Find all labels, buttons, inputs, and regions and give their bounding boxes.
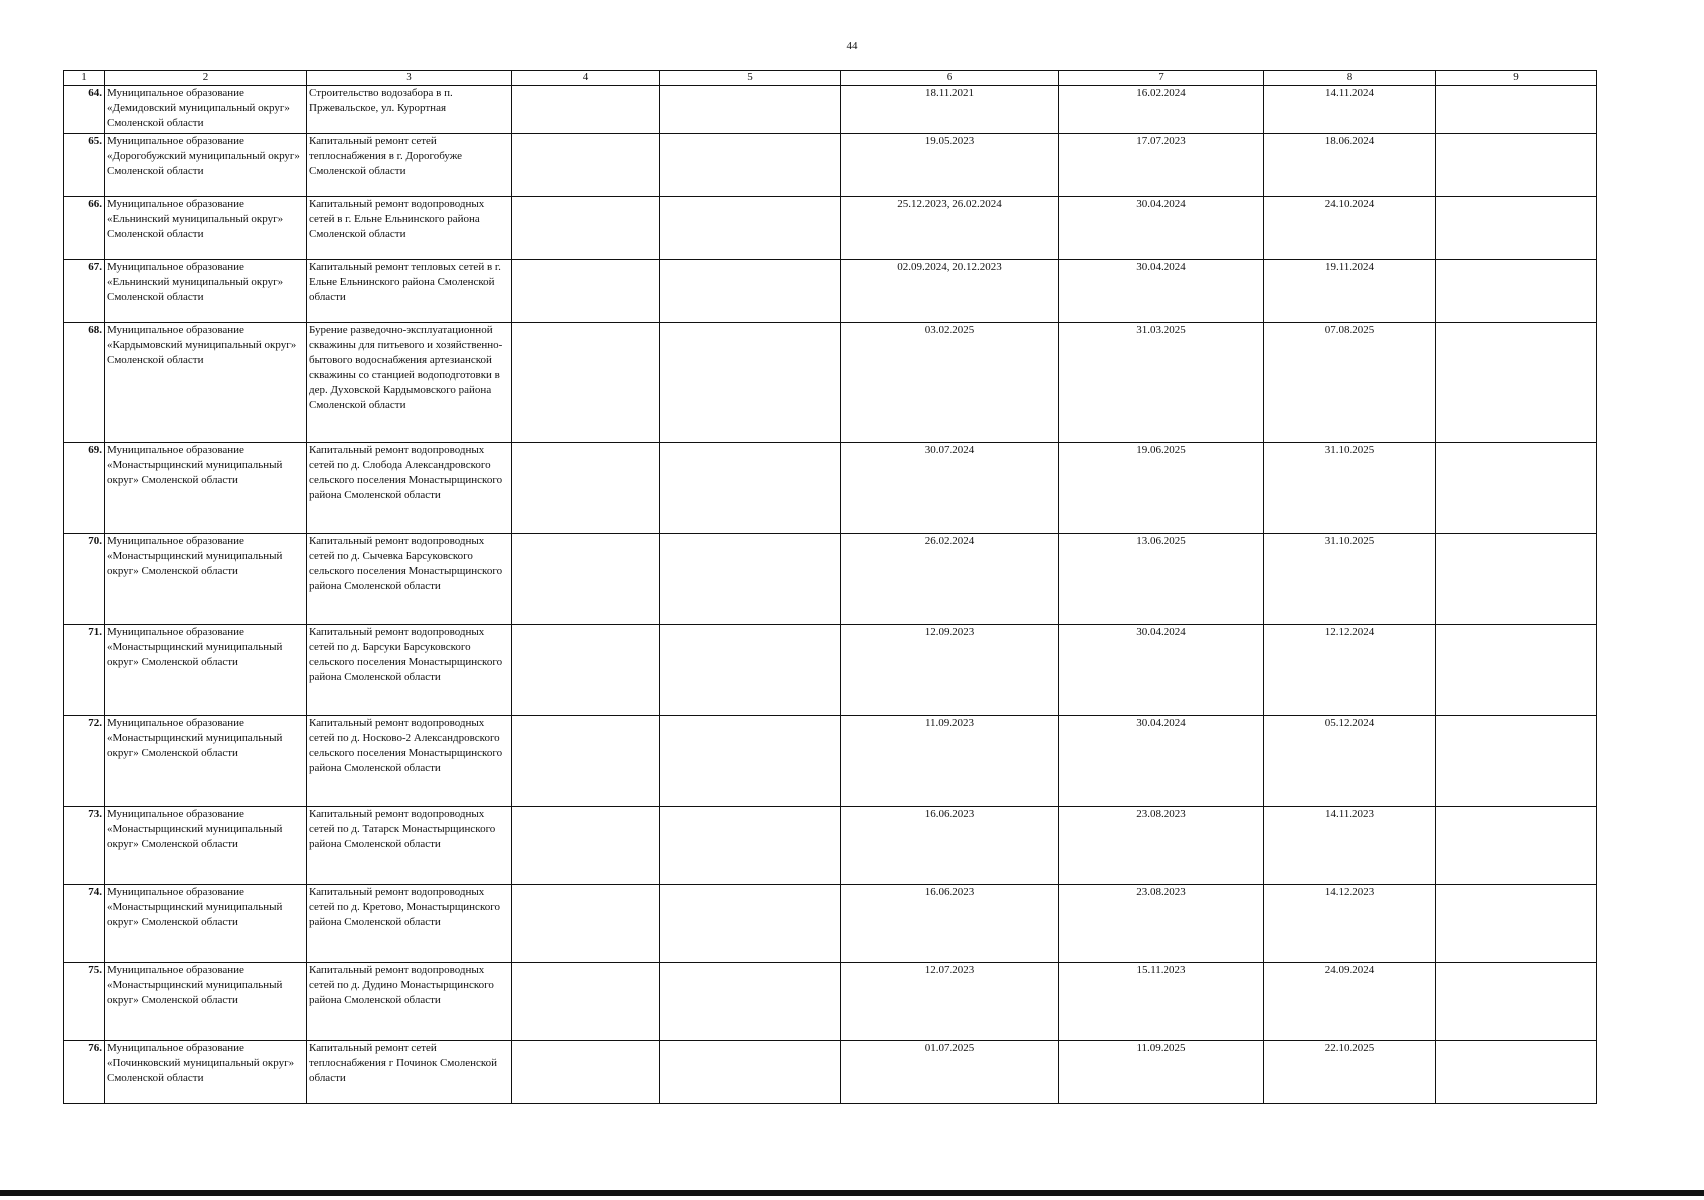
municipality-cell: Муниципальное образование «Ельнинский муниципальный округ» Смоленской области: [105, 260, 307, 323]
row-number: 66.: [64, 197, 105, 260]
column-5-cell: [660, 534, 841, 625]
column-7-date-cell: 30.04.2024: [1059, 197, 1264, 260]
column-6-date-cell: 25.12.2023, 26.02.2024: [841, 197, 1059, 260]
column-4-cell: [512, 716, 660, 807]
column-7-date-cell: 23.08.2023: [1059, 885, 1264, 963]
column-7-date-cell: 23.08.2023: [1059, 807, 1264, 885]
column-6-date-cell: 11.09.2023: [841, 716, 1059, 807]
row-number: 64.: [64, 86, 105, 134]
column-4-cell: [512, 443, 660, 534]
column-7-date-cell: 31.03.2025: [1059, 323, 1264, 443]
object-cell: Капитальный ремонт водопроводных сетей по д. Кретово, Монастырщинского района Смоленской области: [307, 885, 512, 963]
object-cell: Капитальный ремонт сетей теплоснабжения г Починок Смоленской области: [307, 1041, 512, 1104]
municipality-cell: Муниципальное образование «Монастырщинский муниципальный округ» Смоленской области: [105, 443, 307, 534]
column-header-7: 7: [1059, 71, 1264, 86]
column-9-cell: [1436, 963, 1597, 1041]
object-cell: Капитальный ремонт водопроводных сетей в г. Ельне Ельнинского района Смоленской области: [307, 197, 512, 260]
column-9-cell: [1436, 86, 1597, 134]
table-row: [64, 197, 1597, 260]
column-6-date-cell: 16.06.2023: [841, 807, 1059, 885]
column-8-date-cell: 14.12.2023: [1264, 885, 1436, 963]
schedule-table: [63, 70, 1597, 1104]
column-6-date-cell: 03.02.2025: [841, 323, 1059, 443]
column-header-2: 2: [105, 71, 307, 86]
column-7-date-cell: 30.04.2024: [1059, 260, 1264, 323]
row-number: 70.: [64, 534, 105, 625]
column-7-date-cell: 17.07.2023: [1059, 134, 1264, 197]
column-9-cell: [1436, 134, 1597, 197]
row-number: 71.: [64, 625, 105, 716]
column-6-date-cell: 16.06.2023: [841, 885, 1059, 963]
column-4-cell: [512, 1041, 660, 1104]
column-5-cell: [660, 86, 841, 134]
table-row: [64, 260, 1597, 323]
column-header-3: 3: [307, 71, 512, 86]
column-4-cell: [512, 963, 660, 1041]
column-7-date-cell: 15.11.2023: [1059, 963, 1264, 1041]
object-cell: Капитальный ремонт водопроводных сетей по д. Дудино Монастырщинского района Смоленской области: [307, 963, 512, 1041]
column-4-cell: [512, 625, 660, 716]
column-8-date-cell: 31.10.2025: [1264, 534, 1436, 625]
page-number: 44: [846, 40, 858, 52]
column-9-cell: [1436, 534, 1597, 625]
table-row: [64, 1041, 1597, 1104]
column-8-date-cell: 19.11.2024: [1264, 260, 1436, 323]
row-number: 73.: [64, 807, 105, 885]
column-4-cell: [512, 260, 660, 323]
row-number: 72.: [64, 716, 105, 807]
table-row: [64, 716, 1597, 807]
municipality-cell: Муниципальное образование «Монастырщинский муниципальный округ» Смоленской области: [105, 534, 307, 625]
column-5-cell: [660, 807, 841, 885]
table-row: [64, 625, 1597, 716]
column-5-cell: [660, 197, 841, 260]
column-4-cell: [512, 885, 660, 963]
column-9-cell: [1436, 1041, 1597, 1104]
municipality-cell: Муниципальное образование «Починковский муниципальный округ» Смоленской области: [105, 1041, 307, 1104]
column-7-date-cell: 13.06.2025: [1059, 534, 1264, 625]
column-4-cell: [512, 134, 660, 197]
municipality-cell: Муниципальное образование «Монастырщинский муниципальный округ» Смоленской области: [105, 885, 307, 963]
column-6-date-cell: 01.07.2025: [841, 1041, 1059, 1104]
row-number: 74.: [64, 885, 105, 963]
table-row: [64, 885, 1597, 963]
object-cell: Строительство водозабора в п. Пржевальское, ул. Курортная: [307, 86, 512, 134]
row-number: 67.: [64, 260, 105, 323]
column-7-date-cell: 16.02.2024: [1059, 86, 1264, 134]
column-9-cell: [1436, 197, 1597, 260]
row-number: 76.: [64, 1041, 105, 1104]
column-4-cell: [512, 323, 660, 443]
bottom-border-rule: [0, 1190, 1704, 1196]
row-number: 69.: [64, 443, 105, 534]
object-cell: Капитальный ремонт водопроводных сетей по д. Носково-2 Александровского сельского поселения Монастырщинского района Смоленской области: [307, 716, 512, 807]
column-number-row: [64, 71, 1597, 86]
object-cell: Капитальный ремонт тепловых сетей в г. Ельне Ельнинского района Смоленской области: [307, 260, 512, 323]
column-8-date-cell: 31.10.2025: [1264, 443, 1436, 534]
column-7-date-cell: 30.04.2024: [1059, 625, 1264, 716]
row-number: 68.: [64, 323, 105, 443]
object-cell: Бурение разведочно-эксплуатационной скважины для питьевого и хозяйственно-бытового водоснабжения артезианской скважины со станцией водоподготовки в дер. Духовской Кардымовского района Смоленской области: [307, 323, 512, 443]
column-6-date-cell: 26.02.2024: [841, 534, 1059, 625]
column-5-cell: [660, 260, 841, 323]
column-5-cell: [660, 963, 841, 1041]
column-8-date-cell: 14.11.2024: [1264, 86, 1436, 134]
column-9-cell: [1436, 807, 1597, 885]
column-header-4: 4: [512, 71, 660, 86]
column-8-date-cell: 18.06.2024: [1264, 134, 1436, 197]
column-7-date-cell: 11.09.2025: [1059, 1041, 1264, 1104]
column-8-date-cell: 14.11.2023: [1264, 807, 1436, 885]
column-6-date-cell: 02.09.2024, 20.12.2023: [841, 260, 1059, 323]
column-8-date-cell: 24.09.2024: [1264, 963, 1436, 1041]
municipality-cell: Муниципальное образование «Демидовский муниципальный округ» Смоленской области: [105, 86, 307, 134]
column-8-date-cell: 05.12.2024: [1264, 716, 1436, 807]
column-5-cell: [660, 625, 841, 716]
column-4-cell: [512, 86, 660, 134]
column-9-cell: [1436, 716, 1597, 807]
column-5-cell: [660, 1041, 841, 1104]
column-4-cell: [512, 197, 660, 260]
table-row: [64, 323, 1597, 443]
row-number: 75.: [64, 963, 105, 1041]
column-6-date-cell: 19.05.2023: [841, 134, 1059, 197]
object-cell: Капитальный ремонт водопроводных сетей по д. Слобода Александровского сельского поселения Монастырщинского района Смоленской области: [307, 443, 512, 534]
column-8-date-cell: 22.10.2025: [1264, 1041, 1436, 1104]
object-cell: Капитальный ремонт сетей теплоснабжения в г. Дорогобуже Смоленской области: [307, 134, 512, 197]
table-row: [64, 443, 1597, 534]
municipality-cell: Муниципальное образование «Дорогобужский муниципальный округ» Смоленской области: [105, 134, 307, 197]
column-6-date-cell: 30.07.2024: [841, 443, 1059, 534]
column-9-cell: [1436, 885, 1597, 963]
column-header-8: 8: [1264, 71, 1436, 86]
table-row: [64, 534, 1597, 625]
column-header-1: 1: [64, 71, 105, 86]
column-9-cell: [1436, 323, 1597, 443]
column-5-cell: [660, 885, 841, 963]
object-cell: Капитальный ремонт водопроводных сетей по д. Сычевка Барсуковского сельского поселения Монастырщинского района Смоленской области: [307, 534, 512, 625]
column-9-cell: [1436, 625, 1597, 716]
column-header-9: 9: [1436, 71, 1597, 86]
municipality-cell: Муниципальное образование «Ельнинский муниципальный округ» Смоленской области: [105, 197, 307, 260]
column-8-date-cell: 12.12.2024: [1264, 625, 1436, 716]
municipality-cell: Муниципальное образование «Монастырщинский муниципальный округ» Смоленской области: [105, 625, 307, 716]
row-number: 65.: [64, 134, 105, 197]
municipality-cell: Муниципальное образование «Монастырщинский муниципальный округ» Смоленской области: [105, 963, 307, 1041]
column-5-cell: [660, 134, 841, 197]
column-4-cell: [512, 807, 660, 885]
table-row: [64, 807, 1597, 885]
column-9-cell: [1436, 260, 1597, 323]
column-5-cell: [660, 716, 841, 807]
column-6-date-cell: 12.07.2023: [841, 963, 1059, 1041]
column-7-date-cell: 30.04.2024: [1059, 716, 1264, 807]
column-4-cell: [512, 534, 660, 625]
object-cell: Капитальный ремонт водопроводных сетей по д. Барсуки Барсуковского сельского поселения Монастырщинского района Смоленской области: [307, 625, 512, 716]
column-6-date-cell: 12.09.2023: [841, 625, 1059, 716]
column-6-date-cell: 18.11.2021: [841, 86, 1059, 134]
object-cell: Капитальный ремонт водопроводных сетей по д. Татарск Монастырщинского района Смоленской области: [307, 807, 512, 885]
column-8-date-cell: 24.10.2024: [1264, 197, 1436, 260]
column-9-cell: [1436, 443, 1597, 534]
municipality-cell: Муниципальное образование «Монастырщинский муниципальный округ» Смоленской области: [105, 716, 307, 807]
municipality-cell: Муниципальное образование «Кардымовский муниципальный округ» Смоленской области: [105, 323, 307, 443]
column-5-cell: [660, 443, 841, 534]
column-header-6: 6: [841, 71, 1059, 86]
column-8-date-cell: 07.08.2025: [1264, 323, 1436, 443]
column-5-cell: [660, 323, 841, 443]
table-row: [64, 963, 1597, 1041]
column-header-5: 5: [660, 71, 841, 86]
table-row: [64, 134, 1597, 197]
table-row: [64, 86, 1597, 134]
municipality-cell: Муниципальное образование «Монастырщинский муниципальный округ» Смоленской области: [105, 807, 307, 885]
column-7-date-cell: 19.06.2025: [1059, 443, 1264, 534]
